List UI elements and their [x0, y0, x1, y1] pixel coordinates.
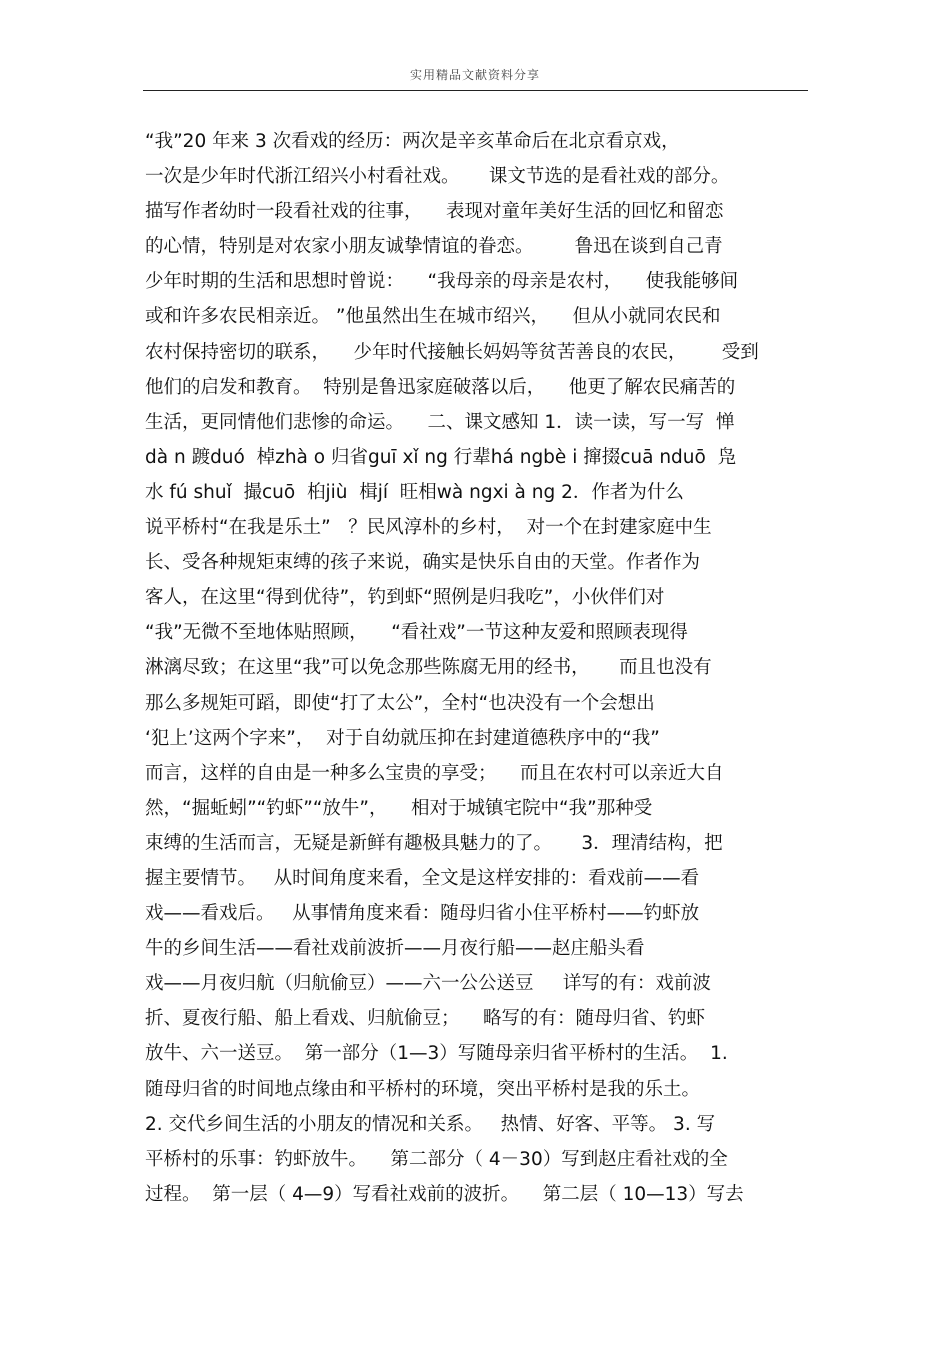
text-line: 然，“掘蚯蚓”“钓虾”“放牛”， 相对于城镇宅院中“我”那种受 [145, 797, 653, 819]
text-line: 戏——看戏后。 从事情角度来看：随母归省小住平桥村——钓虾放 [145, 903, 700, 925]
text-line: 那么多规矩可蹈，即使“打了太公”，全村“也决没有一个会想出 [145, 692, 655, 714]
text-line: “我”无微不至地体贴照顾， “看社戏”一节这种友爱和照顾表现得 [145, 622, 688, 644]
text-line: 过程。 第一层（ 4—9）写看社戏前的波折。 第二层（ 10—13）写去 [145, 1183, 744, 1205]
header-divider [143, 90, 808, 91]
text-line: “我”20 年来 3 次看戏的经历：两次是辛亥革命后在北京看京戏， [145, 131, 680, 152]
text-line: 少年时期的生活和思想时曾说： “我母亲的母亲是农村， 使我能够间 [145, 271, 739, 293]
text-line: 2. 交代乡间生活的小朋友的情况和关系。 热情、好客、平等。 3. 写 [145, 1113, 716, 1135]
text-line: dà n 踱duó 棹zhà o 归省guī xǐ ng 行辈há ngbè i 撺掇cuā nduō 凫 [145, 446, 737, 468]
text-line: 的心情，特别是对农家小朋友诚挚情谊的眷恋。 鲁迅在谈到自己青 [145, 236, 723, 258]
text-line: 描写作者幼时一段看社戏的往事， 表现对童年美好生活的回忆和留恋 [145, 201, 724, 223]
text-line: 戏——月夜归航（归航偷豆）——六一公公送豆 详写的有：戏前波 [145, 973, 711, 995]
page-header: 实用精品文献资料分享 [409, 68, 540, 82]
text-line: 随母归省的时间地点缘由和平桥村的环境，突出平桥村是我的乐土。 [145, 1078, 701, 1100]
text-line: 生活，更同情他们悲惨的命运。 二、课文感知 1．读一读，写一写 惮 [145, 411, 735, 433]
text-line: 束缚的生活而言，无疑是新鲜有趣极具魅力的了。 3．理清结构，把 [145, 832, 723, 854]
text-line: 而言，这样的自由是一种多么宝贵的享受； 而且在农村可以亲近大自 [145, 762, 724, 784]
text-line: 农村保持密切的联系， 少年时代接触长妈妈等贫苦善良的农民， 受到 [145, 341, 759, 363]
text-line: 他们的启发和教育。 特别是鲁迅家庭破落以后， 他更了解农民痛苦的 [145, 376, 736, 398]
text-line: 握主要情节。 从时间角度来看，全文是这样安排的：看戏前——看 [145, 867, 700, 889]
text-line: 客人，在这里“得到优待”，钓到虾“照例是归我吃”，小伙伴们对 [145, 587, 665, 609]
text-line: ‘犯上’这两个字来”， 对于自幼就压抑在封建道德秩序中的“我” [145, 727, 660, 749]
text-line: 折、夏夜行船、船上看戏、归航偷豆； 略写的有：随母归省、钓虾 [145, 1008, 706, 1030]
text-line: 长、受各种规矩束缚的孩子来说，确实是快乐自由的天堂。作者作为 [145, 552, 701, 574]
body-text [145, 124, 825, 1212]
text-line: 水 fú shuǐ 撮cuō 桕jiù 楫jí 旺相wà ngxi à ng 2．作者为什么 [145, 481, 684, 503]
text-line: 淋漓尽致；在这里“我”可以免念那些陈腐无用的经书， 而且也没有 [145, 657, 712, 679]
text-line: 牛的乡间生活——看社戏前波折——月夜行船——赵庄船头看 [145, 938, 645, 960]
text-line: 平桥村的乐事：钓虾放牛。 第二部分（ 4－30）写到赵庄看社戏的全 [145, 1148, 728, 1170]
text-line: 或和许多农民相亲近。 ”他虽然出生在城市绍兴， 但从小就同农民和 [145, 306, 721, 328]
text-line: 放牛、六一送豆。 第一部分（1—3）写随母亲归省平桥村的生活。 1. [145, 1043, 728, 1065]
text-line: 一次是少年时代浙江绍兴小村看社戏。 课文节选的是看社戏的部分。 [145, 166, 730, 188]
text-line: 说平桥村“在我是乐土” ？民风淳朴的乡村， 对一个在封建家庭中生 [145, 517, 712, 539]
